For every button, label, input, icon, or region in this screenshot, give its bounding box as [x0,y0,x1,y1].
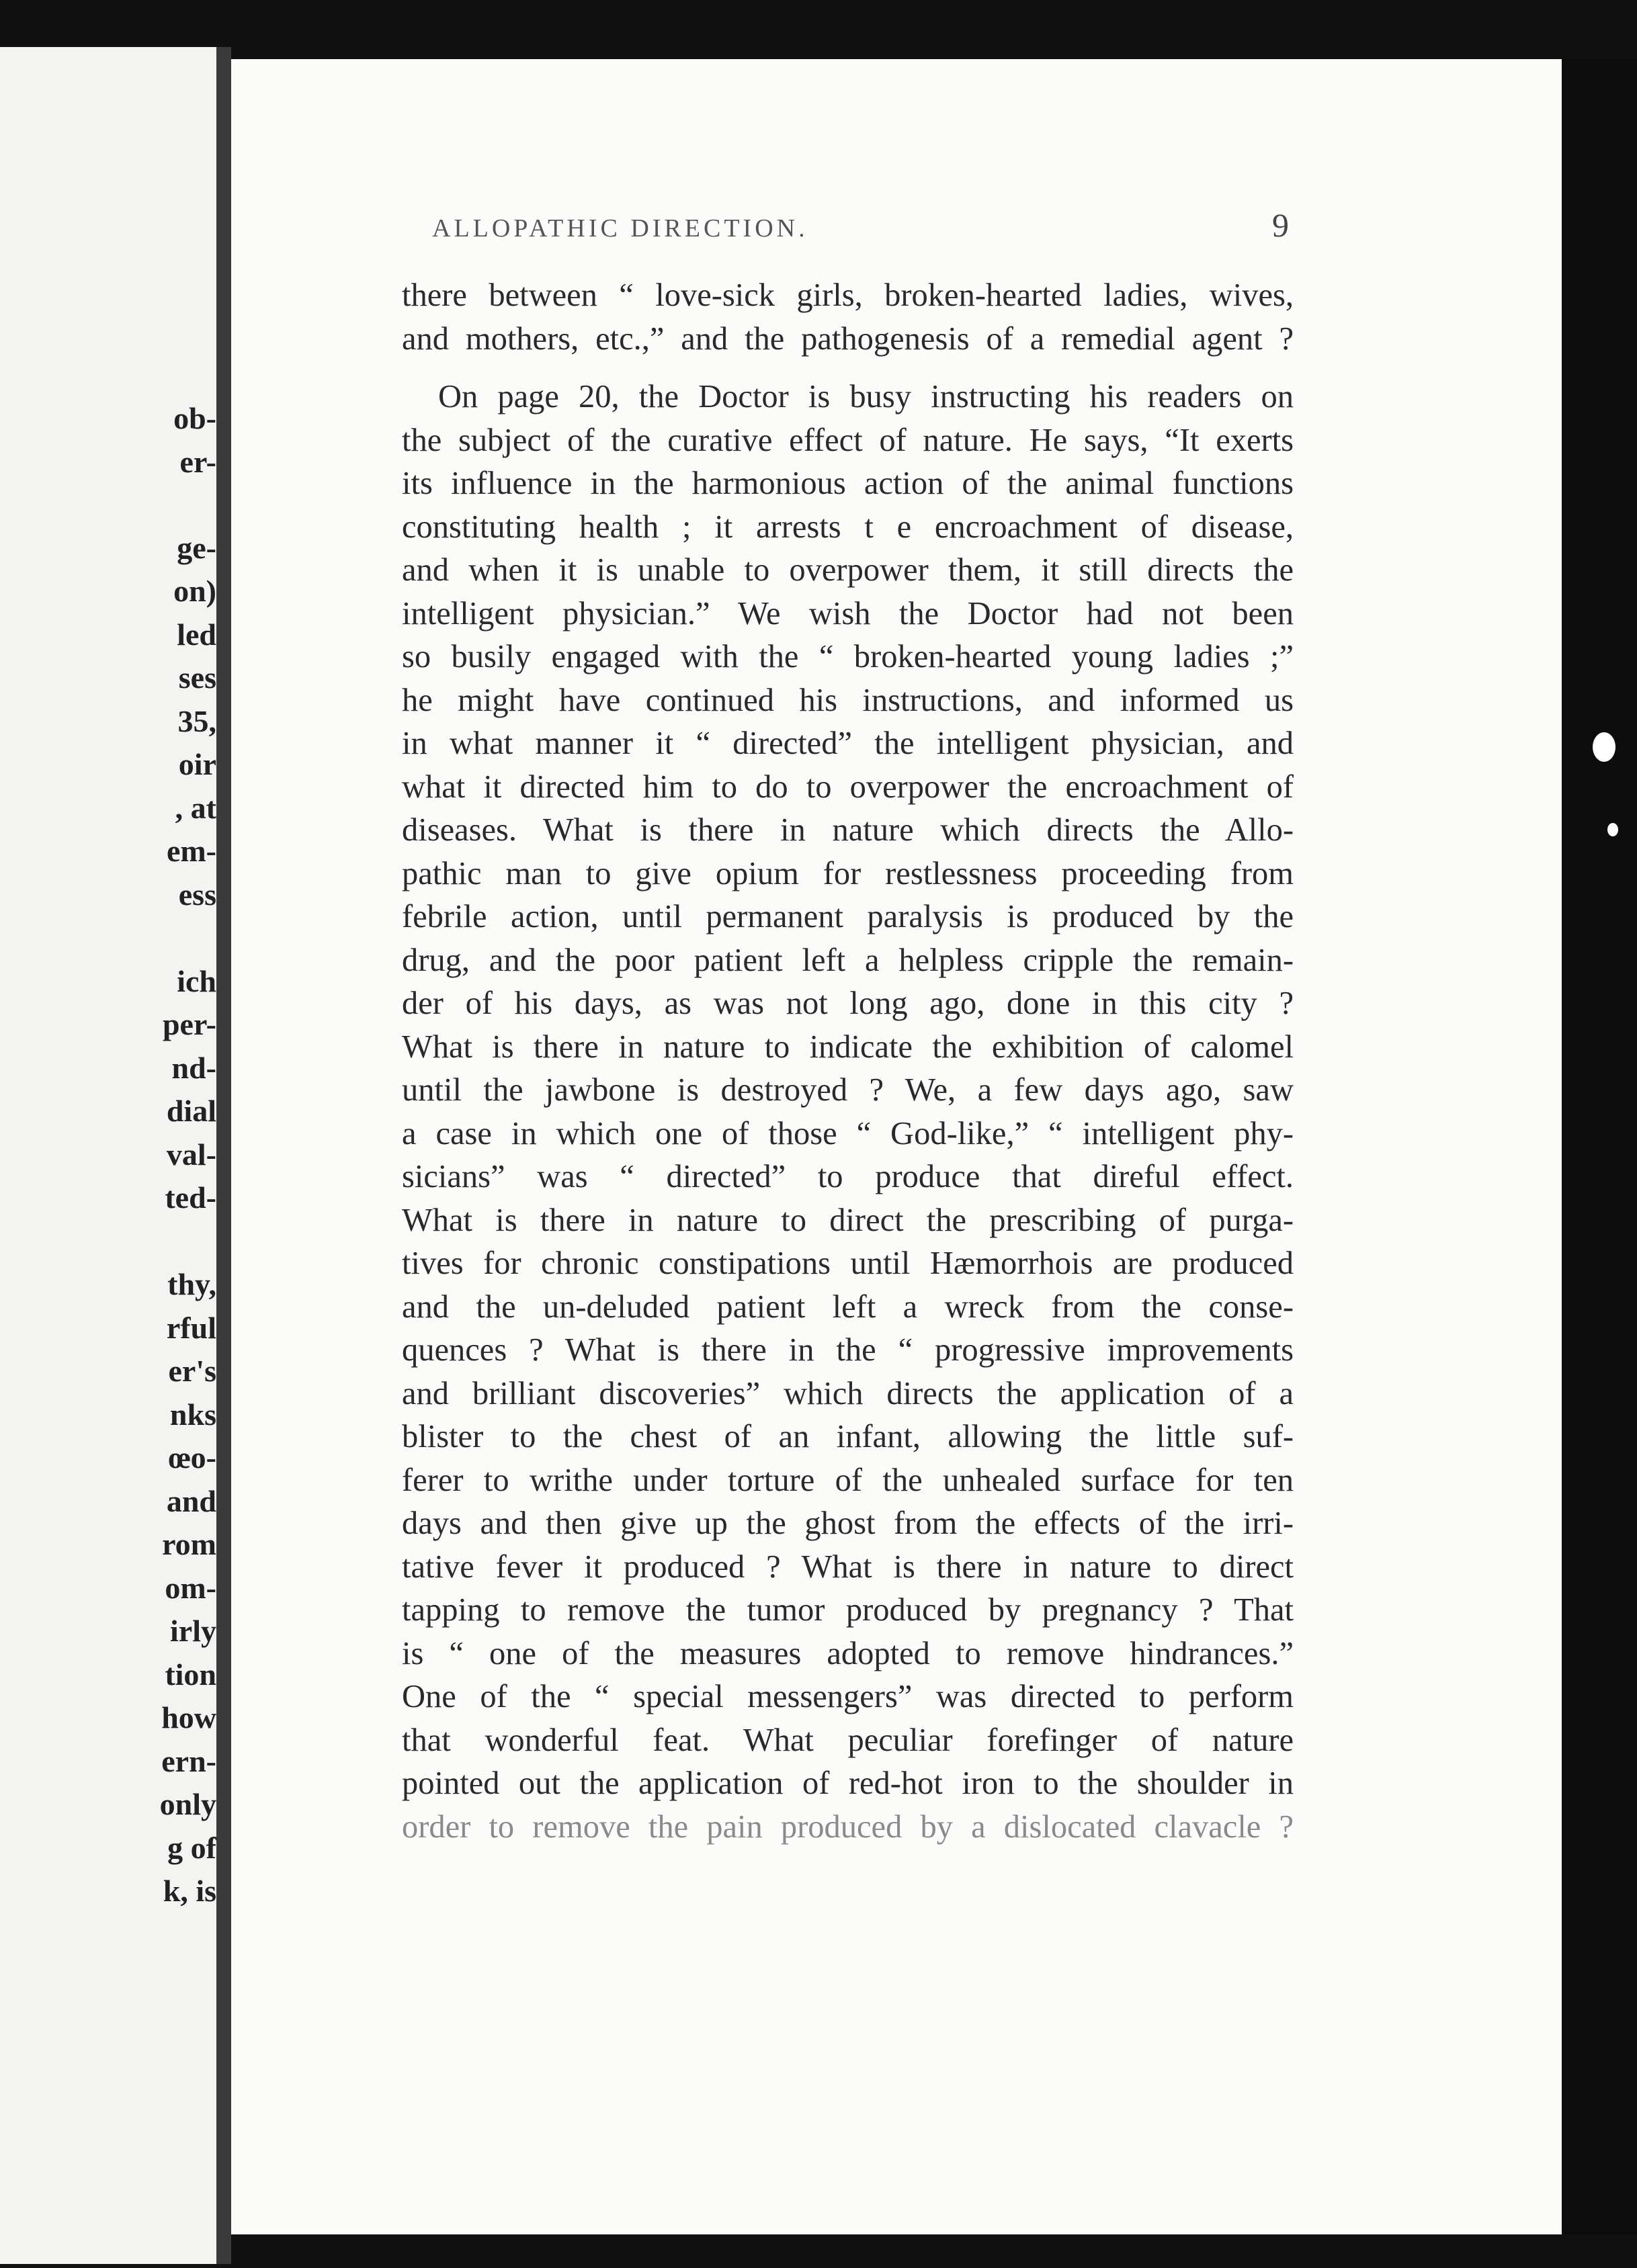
left-page-fragment: 35, [177,704,216,738]
left-page-fragment: om- [165,1571,216,1605]
text-line: What is there in nature to indicate the exhibition of calomel [402,1029,1294,1065]
text-line: One of the “ special messengers” was directed to perform [402,1679,1294,1714]
left-page-fragment: only [159,1787,216,1821]
text-line: drug, and the poor patient left a helpless cripple the remain- [402,942,1294,978]
text-line: pointed out the application of red-hot iron to the shoulder in [402,1765,1294,1801]
text-line: days and then give up the ghost from the effects of the irri- [402,1506,1294,1541]
left-page-fragment: ob- [173,401,216,435]
left-page-fragment: per- [162,1007,216,1041]
text-line: quences ? What is there in the “ progressive improvements [402,1332,1294,1368]
text-line: he might have continued his instructions, and informed us [402,682,1294,718]
left-page-fragment: ge- [177,531,216,565]
text-line: in what manner it “ directed” the intelligent physician, and [402,726,1294,761]
text-line: intelligent physician.” We wish the Doctor had not been [402,595,1294,631]
text-line: and the un-deluded patient left a wreck from the conse- [402,1289,1294,1325]
left-page-fragment: thy, [167,1267,216,1301]
text-line: What is there in nature to direct the prescribing of purga- [402,1202,1294,1238]
left-page-fragment: how [161,1700,216,1735]
text-line: pathic man to give opium for restlessness proceeding from [402,855,1294,891]
left-page-fragment: , at [175,791,216,825]
text-line: a case in which one of those “ God-like,” “ intelligent phy- [402,1115,1294,1151]
left-page-fragment: tion [165,1657,216,1692]
left-page-fragment: led [177,617,216,652]
text-line: ferer to writhe under torture of the unhealed surface for ten [402,1462,1294,1498]
left-page-fragment: nd- [171,1051,216,1085]
text-line: until the jawbone is destroyed ? We, a few days ago, saw [402,1072,1294,1108]
left-page-fragment: and [166,1484,216,1518]
left-page-fragment: er- [179,445,216,479]
left-page-fragment: oir [178,747,216,781]
left-page-fragment: ses [178,660,216,695]
text-line: and mothers, etc.,” and the pathogenesis of a remedial agent ? [402,320,1294,357]
left-page [0,47,216,2264]
text-line: constituting health ; it arrests t e encroachment of disease, [402,509,1294,545]
page-number: 9 [1272,206,1289,244]
left-page-fragment: rom [162,1527,216,1561]
left-page-fragment: nks [169,1397,216,1432]
text-line: its influence in the harmonious action of the animal functions [402,466,1294,501]
left-page-fragment: ess [178,877,216,912]
text-line: is “ one of the measures adopted to remove hindrances.” [402,1635,1294,1671]
text-line: that wonderful feat. What peculiar forefinger of nature [402,1722,1294,1758]
left-page-fragment: g of [167,1831,216,1865]
text-line: tative fever it produced ? What is there in nature to direct [402,1549,1294,1585]
left-page-fragment: rful [166,1311,216,1345]
text-line: what it directed him to do to overpower the encroachment of [402,769,1294,805]
left-page-fragment: on) [173,574,216,608]
left-page-fragment: ern- [161,1744,216,1778]
text-line: tives for chronic constipations until Hæmorrhois are produced [402,1246,1294,1281]
left-page-fragment: ted- [165,1180,216,1215]
running-head: ALLOPATHIC DIRECTION. [432,214,808,243]
book-gutter [216,47,231,2264]
text-line: the subject of the curative effect of nature. He says, “It exerts [402,422,1294,458]
text-line: so busily engaged with the “ broken-hearted young ladies ;” [402,639,1294,674]
scan-speck [1593,732,1615,762]
text-line: sicians” was “ directed” to produce that direful effect. [402,1159,1294,1194]
text-line: febrile action, until permanent paralysis is produced by the [402,899,1294,934]
text-line: and when it is unable to overpower them, it still directs the [402,552,1294,588]
left-page-fragment: er's [168,1354,216,1388]
left-page-fragment: val- [166,1137,216,1172]
text-line: there between “ love-sick girls, broken-hearted ladies, wives, [402,277,1294,313]
text-line: order to remove the pain produced by a dislocated clavacle ? [402,1808,1294,1845]
text-line: and brilliant discoveries” which directs the application of a [402,1375,1294,1411]
left-page-fragment: irly [170,1614,216,1648]
scan-speck [1607,823,1618,836]
left-page-fragment: œo- [168,1440,216,1475]
scan-border [1562,59,1637,2234]
left-page-fragment: k, is [163,1874,216,1908]
left-page-fragment: em- [166,834,216,868]
text-line: diseases. What is there in nature which directs the Allo- [402,812,1294,848]
left-page-fragment: ich [177,964,216,998]
text-line: blister to the chest of an infant, allowing the little suf- [402,1419,1294,1454]
text-line: tapping to remove the tumor produced by pregnancy ? That [402,1592,1294,1628]
text-line: der of his days, as was not long ago, done in this city ? [402,986,1294,1021]
body-text [402,274,1294,1849]
text-line: On page 20, the Doctor is busy instructing his readers on [438,379,1294,415]
left-page-fragment: dial [166,1094,216,1128]
